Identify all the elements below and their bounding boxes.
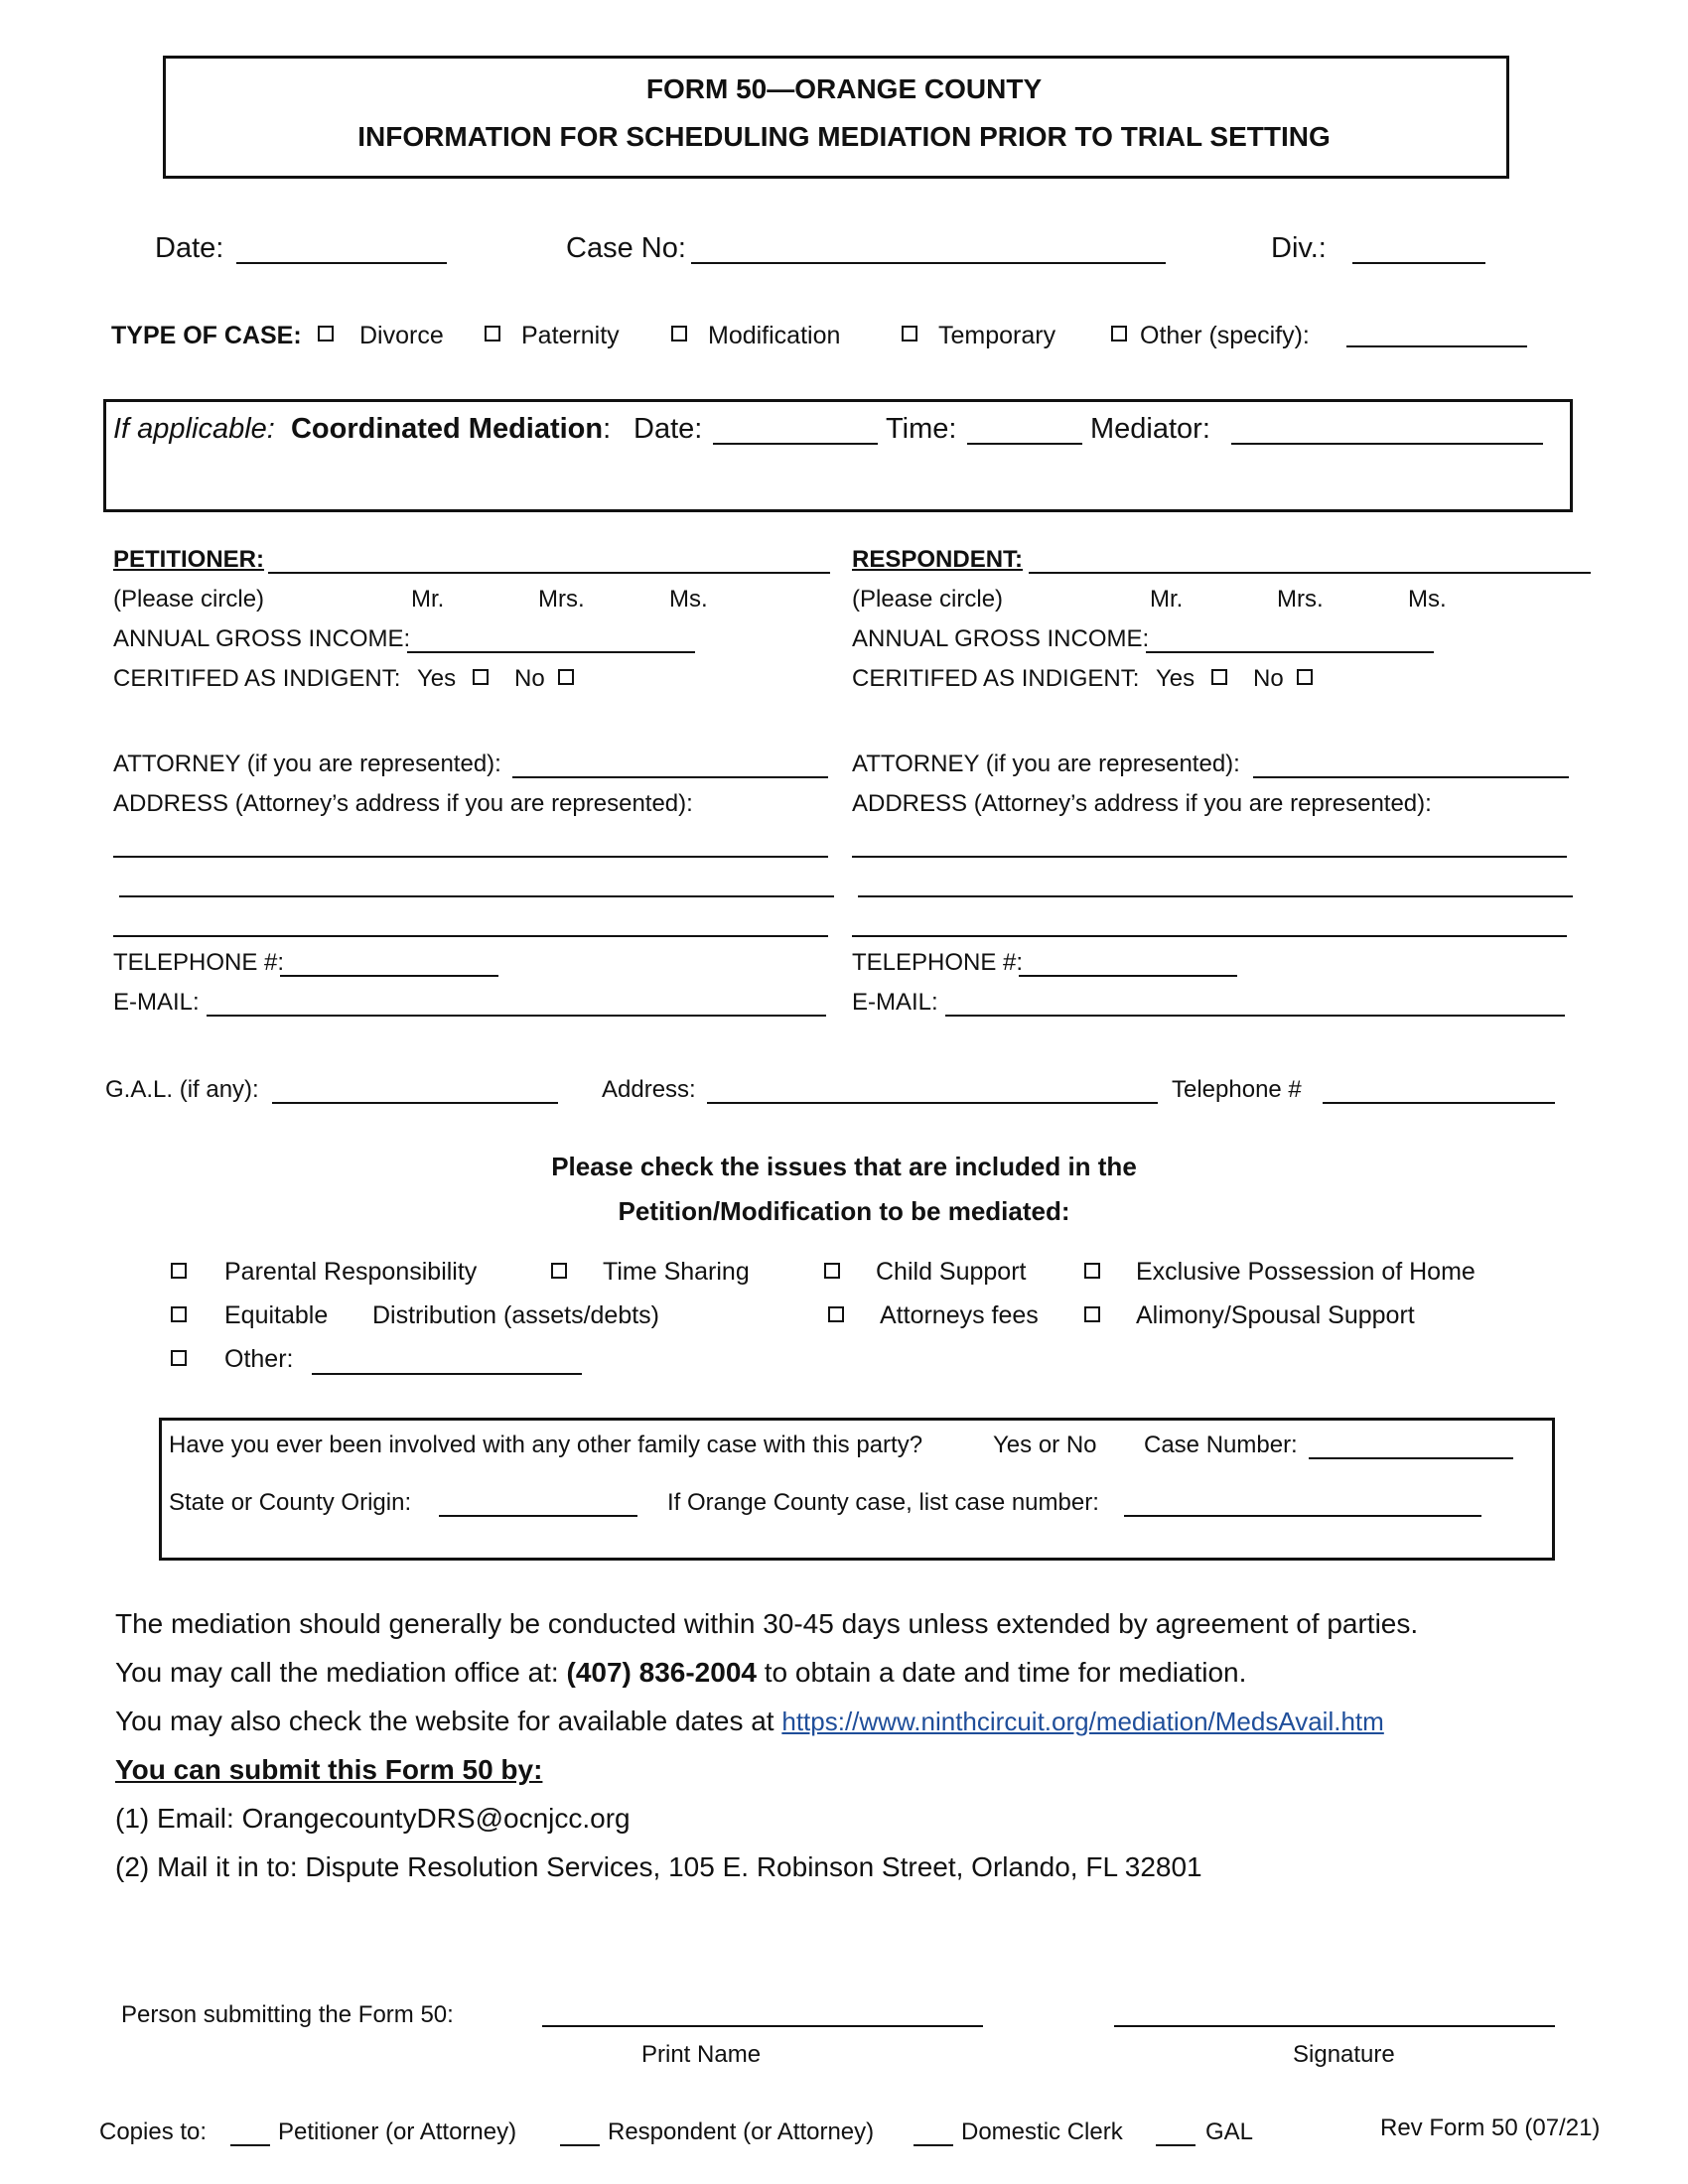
div-label: Div.:	[1271, 232, 1327, 264]
respondent-circle-label: (Please circle)	[852, 586, 1004, 613]
parental-responsibility-label: Parental Responsibility	[224, 1258, 478, 1286]
other-type-checkbox[interactable]	[1111, 326, 1127, 341]
prior-case-yes-no[interactable]: Yes or No	[993, 1432, 1097, 1458]
petitioner-income-field[interactable]	[407, 651, 695, 653]
website-line	[115, 1706, 1384, 1737]
gal-telephone-label: Telephone #	[1172, 1076, 1302, 1103]
form-title: FORM 50—ORANGE COUNTY	[645, 73, 1043, 104]
copy-petitioner-blank[interactable]	[230, 2144, 270, 2146]
respondent-address-line-2[interactable]	[858, 895, 1573, 897]
respondent-mr-option[interactable]: Mr.	[1150, 586, 1184, 613]
parental-responsibility-checkbox[interactable]	[171, 1263, 187, 1279]
divorce-checkbox[interactable]	[318, 326, 334, 341]
case-no-field[interactable]	[691, 262, 1166, 264]
orange-case-label: If Orange County case, list case number:	[667, 1489, 1099, 1516]
petitioner-income-label: ANNUAL GROSS INCOME:	[113, 625, 411, 652]
email-submission: (1) Email: OrangecountyDRS@ocnjcc.org	[115, 1803, 631, 1834]
respondent-income-field[interactable]	[1146, 651, 1434, 653]
respondent-telephone-field[interactable]	[1019, 975, 1237, 977]
form-subtitle: INFORMATION FOR SCHEDULING MEDIATION PRIOR TO TRIAL SETTING	[357, 121, 1331, 152]
coordinated-date-label: Date:	[633, 413, 703, 445]
petitioner-address-line-2[interactable]	[119, 895, 834, 897]
other-issue-label: Other:	[224, 1345, 294, 1373]
attorneys-fees-label: Attorneys fees	[880, 1301, 1039, 1329]
coordinated-mediation-label: Coordinated Mediation	[290, 413, 604, 445]
petitioner-attorney-field[interactable]	[512, 776, 828, 778]
copy-petitioner-label: Petitioner (or Attorney)	[278, 2118, 517, 2145]
date-field[interactable]	[236, 262, 447, 264]
other-issue-checkbox[interactable]	[171, 1350, 187, 1366]
distribution-label: Distribution (assets/debts)	[372, 1301, 660, 1329]
respondent-indigent-yes-checkbox[interactable]	[1211, 669, 1227, 685]
alimony-label: Alimony/Spousal Support	[1136, 1301, 1415, 1329]
modification-option: Modification	[708, 322, 841, 349]
coordinated-colon: :	[603, 413, 612, 445]
copy-gal-label: GAL	[1205, 2118, 1254, 2145]
respondent-income-label: ANNUAL GROSS INCOME:	[852, 625, 1150, 652]
copy-clerk-blank[interactable]	[914, 2144, 953, 2146]
paternity-option: Paternity	[521, 322, 620, 349]
revision-label: Rev Form 50 (07/21)	[1380, 2115, 1601, 2141]
respondent-heading: RESPONDENT:	[852, 546, 1024, 573]
respondent-email-label: E-MAIL:	[852, 989, 938, 1016]
copy-respondent-blank[interactable]	[560, 2144, 600, 2146]
modification-checkbox[interactable]	[671, 326, 687, 341]
exclusive-possession-checkbox[interactable]	[1084, 1263, 1100, 1279]
person-submitting-label: Person submitting the Form 50:	[121, 2001, 454, 2028]
mediation-office-phone[interactable]: (407) 836-2004	[566, 1657, 757, 1688]
mediation-office-prefix: You may call the mediation office at:	[115, 1657, 559, 1688]
coordinated-mediator-label: Mediator:	[1090, 413, 1210, 445]
petitioner-attorney-label: ATTORNEY (if you are represented):	[113, 751, 501, 777]
respondent-attorney-label: ATTORNEY (if you are represented):	[852, 751, 1240, 777]
state-origin-field[interactable]	[439, 1515, 637, 1517]
signature-caption: Signature	[1293, 2041, 1395, 2068]
petitioner-heading: PETITIONER:	[113, 546, 265, 573]
state-origin-label: State or County Origin:	[169, 1489, 412, 1516]
respondent-no-label: No	[1253, 665, 1284, 692]
respondent-indigent-label: CERITIFED AS INDIGENT:	[852, 665, 1140, 692]
copies-to-label: Copies to:	[99, 2118, 208, 2145]
petitioner-yes-label: Yes	[417, 665, 457, 692]
prior-case-number-label: Case Number:	[1144, 1432, 1298, 1458]
temporary-checkbox[interactable]	[902, 326, 917, 341]
mediation-timeframe-text: The mediation should generally be conducted within 30-45 days unless extended by agreement of parties.	[115, 1608, 1419, 1639]
gal-field[interactable]	[272, 1102, 558, 1104]
other-issue-field[interactable]	[312, 1373, 582, 1375]
child-support-checkbox[interactable]	[824, 1263, 840, 1279]
respondent-attorney-field[interactable]	[1253, 776, 1569, 778]
equitable-distribution-checkbox[interactable]	[171, 1306, 187, 1322]
orange-case-field[interactable]	[1124, 1515, 1481, 1517]
gal-label: G.A.L. (if any):	[105, 1076, 259, 1103]
respondent-yes-label: Yes	[1156, 665, 1196, 692]
time-sharing-checkbox[interactable]	[551, 1263, 567, 1279]
website-link[interactable]: https://www.ninthcircuit.org/mediation/MedsAvail.htm	[781, 1706, 1384, 1736]
petitioner-address-label: ADDRESS (Attorney’s address if you are represented):	[113, 790, 693, 817]
copy-gal-blank[interactable]	[1156, 2144, 1196, 2146]
petitioner-indigent-label: CERITIFED AS INDIGENT:	[113, 665, 401, 692]
attorneys-fees-checkbox[interactable]	[828, 1306, 844, 1322]
print-name-caption: Print Name	[641, 2041, 762, 2068]
child-support-label: Child Support	[876, 1258, 1027, 1286]
coordinated-time-label: Time:	[886, 413, 957, 445]
petitioner-circle-label: (Please circle)	[113, 586, 265, 613]
respondent-name-field[interactable]	[1029, 572, 1591, 574]
coordinated-time-field[interactable]	[967, 443, 1082, 445]
other-type-option: Other (specify):	[1140, 322, 1310, 349]
coordinated-mediator-field[interactable]	[1231, 443, 1543, 445]
gal-address-field[interactable]	[707, 1102, 1158, 1104]
petitioner-address-line-1[interactable]	[113, 856, 828, 858]
print-name-field[interactable]	[542, 2025, 983, 2027]
other-type-field[interactable]	[1346, 345, 1527, 347]
mediation-office-line	[115, 1657, 1246, 1689]
petitioner-address-line-3[interactable]	[113, 935, 828, 937]
gal-telephone-field[interactable]	[1323, 1102, 1555, 1104]
if-applicable-text: If applicable:	[113, 413, 275, 445]
petitioner-email-label: E-MAIL:	[113, 989, 200, 1016]
respondent-address-line-1[interactable]	[852, 856, 1567, 858]
petitioner-mrs-option[interactable]: Mrs.	[538, 586, 585, 613]
div-field[interactable]	[1352, 262, 1485, 264]
case-no-label: Case No:	[566, 232, 686, 264]
respondent-mrs-option[interactable]: Mrs.	[1277, 586, 1324, 613]
divorce-option: Divorce	[359, 322, 444, 349]
prior-case-number-field[interactable]	[1309, 1457, 1513, 1459]
coordinated-mediation-line	[113, 413, 611, 446]
gal-address-label: Address:	[602, 1076, 696, 1103]
coordinated-date-field[interactable]	[713, 443, 878, 445]
mail-submission: (2) Mail it in to: Dispute Resolution Services, 105 E. Robinson Street, Orlando, FL 32801	[115, 1851, 1202, 1882]
petitioner-telephone-label: TELEPHONE #:	[113, 949, 285, 976]
copy-respondent-label: Respondent (or Attorney)	[608, 2118, 875, 2145]
issues-heading-1: Please check the issues that are included in the	[551, 1152, 1137, 1181]
petitioner-indigent-yes-checkbox[interactable]	[473, 669, 489, 685]
submit-heading: You can submit this Form 50 by:	[115, 1754, 543, 1785]
respondent-address-label: ADDRESS (Attorney’s address if you are represented):	[852, 790, 1432, 817]
alimony-checkbox[interactable]	[1084, 1306, 1100, 1322]
respondent-telephone-label: TELEPHONE #:	[852, 949, 1024, 976]
paternity-checkbox[interactable]	[485, 326, 500, 341]
prior-case-question: Have you ever been involved with any other family case with this party?	[169, 1432, 923, 1458]
respondent-address-line-3[interactable]	[852, 935, 1567, 937]
time-sharing-label: Time Sharing	[603, 1258, 750, 1286]
petitioner-mr-option[interactable]: Mr.	[411, 586, 445, 613]
date-label: Date:	[155, 232, 224, 264]
respondent-email-field[interactable]	[945, 1015, 1565, 1017]
petitioner-telephone-field[interactable]	[280, 975, 498, 977]
mediation-office-suffix: to obtain a date and time for mediation.	[764, 1657, 1247, 1688]
respondent-ms-option[interactable]: Ms.	[1408, 586, 1447, 613]
petitioner-ms-option[interactable]: Ms.	[669, 586, 708, 613]
website-prefix: You may also check the website for available dates at	[115, 1706, 774, 1736]
copy-clerk-label: Domestic Clerk	[961, 2118, 1123, 2145]
petitioner-no-label: No	[514, 665, 545, 692]
issues-heading-2: Petition/Modification to be mediated:	[618, 1196, 1070, 1226]
exclusive-possession-label: Exclusive Possession of Home	[1136, 1258, 1476, 1286]
petitioner-indigent-no-checkbox[interactable]	[558, 669, 574, 685]
signature-field[interactable]	[1114, 2025, 1555, 2027]
petitioner-email-field[interactable]	[207, 1015, 826, 1017]
equitable-label: Equitable	[224, 1301, 329, 1329]
respondent-indigent-no-checkbox[interactable]	[1297, 669, 1313, 685]
case-type-label: TYPE OF CASE:	[111, 322, 302, 349]
petitioner-name-field[interactable]	[268, 572, 830, 574]
temporary-option: Temporary	[938, 322, 1056, 349]
